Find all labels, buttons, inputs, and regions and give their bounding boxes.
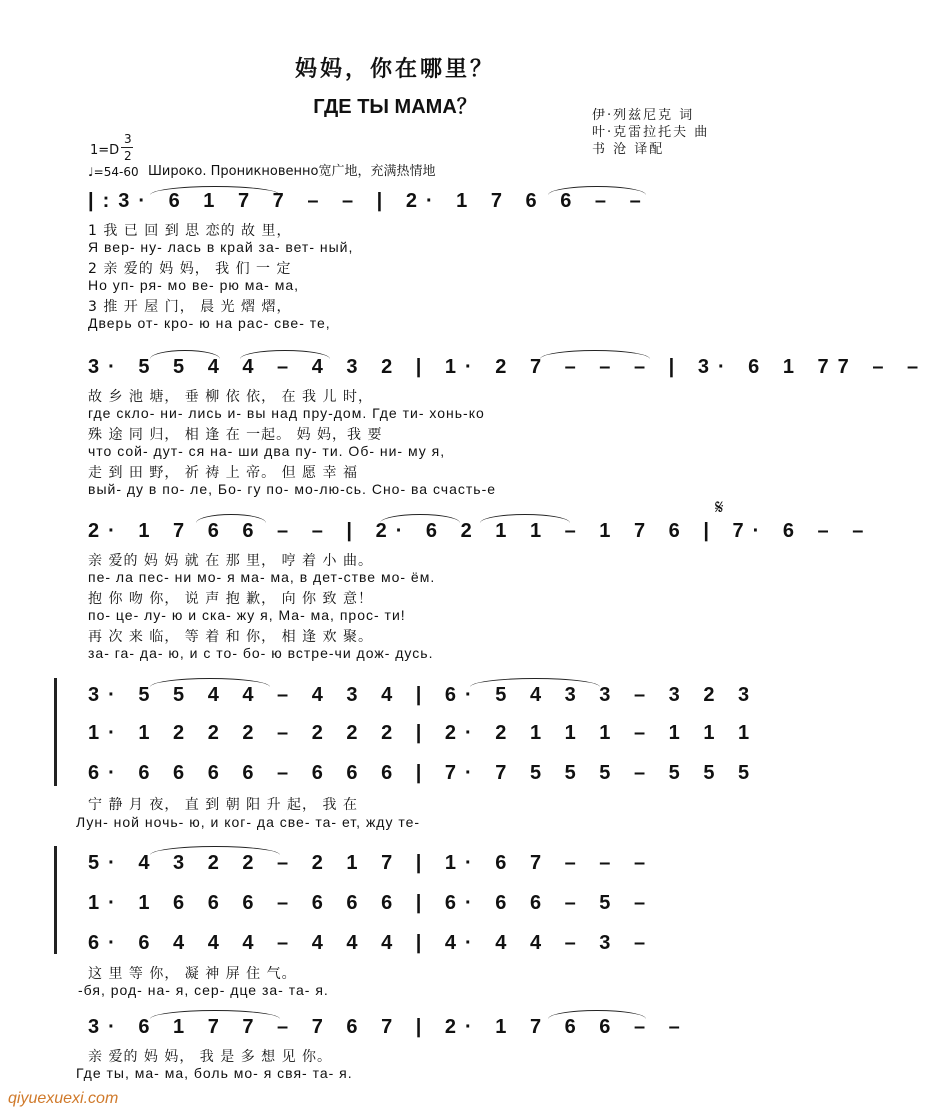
- melody-line-2: 3· 5 5 4 4 – 4 3 2 | 1· 2 7 – – – | 3· 6 1 77 – –: [88, 356, 927, 378]
- time-signature-top: 3: [124, 132, 132, 146]
- slur-mark: [548, 1010, 646, 1019]
- melody-line-5-part3: 6· 6 4 4 4 – 4 4 4 | 4· 4 4 – 3 –: [88, 932, 655, 954]
- melody-line-4-part2: 1· 1 2 2 2 – 2 2 2 | 2· 2 1 1 1 – 1 1 1: [88, 722, 759, 744]
- melody-line-3: 2· 1 7 6 6 – – | 2· 6 2 1 1 – 1 7 6 | 7· 6 – –: [88, 520, 873, 542]
- key-signature: 1=D: [90, 143, 120, 158]
- lyric-row-1-verse1-ru: Я вер- ну- лась в край за- вет- ный,: [88, 239, 354, 255]
- title-chinese: 妈妈，你在哪里？: [294, 56, 495, 82]
- time-signature-line: [121, 147, 133, 148]
- melody-line-1: |:3· 6 1 7 7 – – | 2· 1 7 6 6 – –: [88, 190, 650, 212]
- lyric-row-2-verse1-cn: 故 乡 池 塘， 垂 柳 依 依， 在 我 儿 时，: [88, 389, 373, 405]
- site-watermark: qiyuexuexi.com: [8, 1090, 119, 1107]
- lyric-row-3-verse2-cn: 抱 你 吻 你， 说 声 抱 歉， 向 你 致 意！: [88, 591, 373, 607]
- title-russian: ГДЕ ТЫ МАМА？: [313, 96, 477, 118]
- slur-mark: [480, 514, 570, 523]
- melody-line-4-part1: 3· 5 5 4 4 – 4 3 4 | 6· 5 4 3 3 – 3 2 3: [88, 684, 759, 706]
- lyric-row-4-ru: Лун- ной ночь- ю, и ког- да све- та- ет, жду те-: [76, 814, 421, 830]
- lyric-row-4-cn: 宁 静 月 夜， 直 到 朝 阳 升 起， 我 在: [88, 797, 358, 813]
- part-brace: [54, 846, 57, 954]
- lyric-row-3-verse1-ru: пе- ла пес- ни мо- я ма- ма, в дет-стве мо- ём.: [88, 569, 436, 585]
- lyric-row-1-verse1-cn: 1 我 已 回 到 思 恋的 故 里，: [88, 223, 292, 239]
- melody-line-5-part2: 1· 1 6 6 6 – 6 6 6 | 6· 6 6 – 5 –: [88, 892, 655, 914]
- slur-mark: [548, 186, 646, 195]
- lyric-row-3-verse1-cn: 亲 爱的 妈 妈 就 在 那 里， 哼 着 小 曲。: [88, 553, 373, 569]
- lyric-row-1-verse2-ru: Но уп- ря- мо ве- рю ма- ма,: [88, 277, 300, 293]
- lyric-row-6-ru: Где ты, ма- ма, боль мо- я свя- та- я.: [76, 1065, 353, 1081]
- lyric-row-1-verse2-cn: 2 亲 爱的 妈 妈， 我 们 一 定: [88, 261, 292, 277]
- lyric-row-3-verse2-ru: по- це- лу- ю и ска- жу я, Ма- ма, прос- ти!: [88, 607, 406, 623]
- slur-mark: [150, 1010, 280, 1019]
- melody-line-6: 3· 6 1 7 7 – 7 6 7 | 2· 1 7 6 6 – –: [88, 1016, 689, 1038]
- lyric-row-1-verse3-cn: 3 推 开 屋 门， 晨 光 熠 熠，: [88, 299, 292, 315]
- slur-mark: [240, 350, 330, 359]
- melody-line-5-part1: 5· 4 3 2 2 – 2 1 7 | 1· 6 7 – – –: [88, 852, 655, 874]
- lyric-row-2-verse2-ru: что сой- дут- ся на- ши два пу- ти. Об- ни- му я,: [88, 443, 446, 459]
- slur-mark: [380, 514, 460, 523]
- tempo-marking: ♩=54-60: [88, 165, 139, 179]
- lyric-row-2-verse2-cn: 殊 途 同 归， 相 逢 在 一起。 妈 妈，我 要: [88, 427, 383, 443]
- lyric-row-5-ru: -бя, род- на- я, сер- дце за- та- я.: [78, 982, 329, 998]
- lyric-row-2-verse3-cn: 走 到 田 野， 祈 祷 上 帝。 但 愿 幸 福: [88, 465, 358, 481]
- slur-mark: [150, 350, 220, 359]
- lyric-row-3-verse3-ru: за- га- да- ю, и с то- бо- ю встре-чи дож- дусь.: [88, 645, 434, 661]
- slur-mark: [196, 514, 266, 523]
- time-signature-bottom: 2: [124, 149, 132, 163]
- slur-mark: [540, 350, 650, 359]
- lyric-row-5-cn: 这 里 等 你， 凝 神 屏 住 气。: [88, 966, 297, 982]
- credit-lyricist: 伊·列兹尼克 词: [592, 108, 695, 123]
- slur-mark: [150, 678, 270, 687]
- segno-icon: 𝄋: [715, 495, 724, 519]
- slur-mark: [150, 846, 280, 855]
- lyric-row-1-verse3-ru: Дверь от- кро- ю на рас- све- те,: [88, 315, 331, 331]
- lyric-row-2-verse3-ru: вый- ду в по- ле, Бо- гу по- мо-лю-сь. Сно- ва счасть-е: [88, 481, 497, 497]
- expression-marking: Широко. Проникновенно宽广地，充满热情地: [148, 164, 436, 179]
- slur-mark: [470, 678, 600, 687]
- part-brace: [54, 678, 57, 786]
- credit-composer: 叶·克雷拉托夫 曲: [592, 125, 710, 140]
- melody-line-4-part3: 6· 6 6 6 6 – 6 6 6 | 7· 7 5 5 5 – 5 5 5: [88, 762, 759, 784]
- lyric-row-2-verse1-ru: где скло- ни- лись и- вы над пру-дом. Где ти- хонь-ко: [88, 405, 485, 421]
- lyric-row-6-cn: 亲 爱的 妈 妈， 我 是 多 想 见 你。: [88, 1049, 333, 1065]
- lyric-row-3-verse3-cn: 再 次 来 临， 等 着 和 你， 相 逢 欢 聚。: [88, 629, 373, 645]
- slur-mark: [150, 186, 280, 195]
- credit-translator: 书 沧 译配: [592, 142, 665, 157]
